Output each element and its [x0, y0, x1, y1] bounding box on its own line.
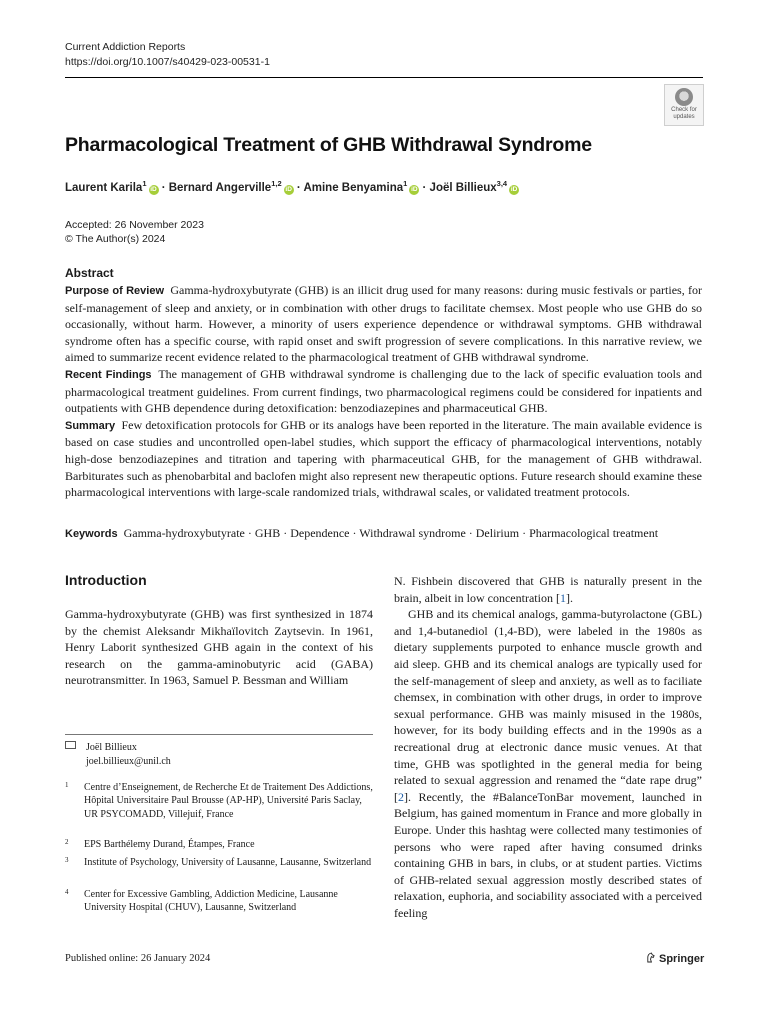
author-name[interactable]: Amine Benyamina — [303, 181, 404, 194]
article-dates — [65, 218, 204, 246]
affiliation-text: Center for Excessive Gambling, Addiction Medicine, Lausanne University Hospital (CHUV), Lausanne, Switzerland — [84, 889, 338, 914]
affiliation-text: Institute of Psychology, University of Lausanne, Lausanne, Switzerland — [84, 857, 372, 868]
intro-paragraph — [394, 573, 702, 606]
affiliation-item — [65, 888, 375, 915]
paragraph-text: GHB and its chemical analogs, gamma-butyrolactone (GBL) and 1,4-butanediol (1,4-BD), were labeled in the 1980s as dietary supplements purpoted to enhance muscle growth and aid sleep. GHB and its chemical analogs are typically used for the self-management of sleep and anxiety, as well as to faciliate chemsex, in combination with other drugs, in order to improve sexual performance. GHB was mainly misused in the 1980s, however, for its body building effects and in the 1990s as a recreational drug at electronic dance music venues. At that time, GHB was spotlighted in the general media for being related to sexual aggression and renamed the “date rape drug” [ — [394, 607, 702, 804]
citation-link[interactable]: 1 — [559, 590, 566, 605]
publisher-name: Springer — [659, 953, 705, 965]
contact-name: Joël Billieux — [86, 742, 137, 753]
right-column-text — [394, 573, 702, 921]
abstract-body — [65, 282, 702, 501]
author-name[interactable]: Laurent Karila — [65, 181, 143, 194]
author-affiliation: 1,2 — [271, 179, 282, 188]
affiliation-item — [65, 781, 375, 821]
author-separator: · — [419, 181, 430, 194]
citation-link[interactable]: 2 — [398, 789, 404, 804]
affiliation-number: 3 — [65, 856, 69, 864]
journal-header — [65, 40, 270, 70]
published-date: Published online: 26 January 2024 — [65, 953, 211, 964]
left-column-text — [65, 606, 373, 689]
header-rule — [65, 77, 703, 78]
footnote-rule — [65, 734, 373, 735]
orcid-icon[interactable]: iD — [411, 185, 418, 193]
orcid-icon[interactable]: iD — [510, 185, 518, 193]
keywords-text: Gamma-hydroxybutyrate · GHB · Dependence · Withdrawal syndrome · Delirium · Pharmacological treatment — [123, 526, 659, 540]
accepted-date: Accepted: 26 November 2023 — [65, 219, 204, 231]
author-affiliation: 1 — [403, 179, 408, 188]
orcid-icon[interactable]: iD — [285, 185, 292, 193]
affiliation-text: Centre d’Enseignement, de Recherche Et de Traitement Des Addictions, Hôpital Universitaire Paul Brousse (AP-HP), Université Paris Saclay, UR PSYCOMADD, Villejuif, France — [84, 782, 373, 820]
abstract-section-label: Purpose of Review — [65, 285, 165, 297]
abstract-section-text: The management of GHB withdrawal syndrome is challenging due to the lack of specific evaluation tools and pharmacological treatment guidelines. From current findings, two pharmacological regimens could be considered for inpatients and outpatients with GHB dependence during detoxification: benzodiazepines and pharmaceutical GHB. — [65, 366, 702, 416]
paragraph-text: ]. — [565, 590, 573, 605]
copyright-line: © The Author(s) 2024 — [65, 233, 166, 245]
author-separator: · — [293, 181, 304, 194]
check-updates-icon — [675, 88, 693, 106]
abstract-section — [65, 282, 702, 366]
publisher-logo — [646, 952, 704, 965]
abstract-section-label: Summary — [65, 419, 116, 432]
affiliation-number: 2 — [65, 838, 69, 846]
abstract-section-text: Few detoxification protocols for GHB or its analogs have been reported in the literature. The main available evidence is based on case studies and uncontrolled open-label studies, which support the efficacy of pharmacological interventions, notably high-dose benzodiazepines and titration and tapering with pharmaceutical GHB, for the management of GHB withdrawal. Barbiturates such as phenobarbital and baclofen might also represent new therapeutic options. Future research should examine these pharmacological interventions with large-scale randomized trials, withdrawal scales, or validated treatment protocols. — [65, 417, 702, 500]
contact-email[interactable]: joel.billieux@unil.ch — [86, 755, 171, 767]
abstract-section — [65, 366, 702, 417]
keywords-label: Keywords — [65, 528, 118, 540]
springer-horse-icon — [646, 952, 655, 963]
intro-paragraph — [394, 606, 702, 921]
paper-title: Pharmacological Treatment of GHB Withdrawal Syndrome — [65, 134, 592, 156]
affiliation-number: 4 — [65, 888, 69, 896]
affiliation-item — [65, 856, 375, 869]
envelope-icon — [65, 741, 76, 749]
abstract-section-text: Gamma-hydroxybutyrate (GHB) is an illicit drug used for many reasons: during music festivals or parties, for self-management of sleep and anxiety, or in combination with other drugs to facilitate chemsex. Most people who use GHB do so occasionally, without harm. However, a minority of users experience dependence or withdrawal symptoms. GHB withdrawal syndrome often has a specific course, with rapid onset and swift progression of severe complications. In this narrative review, we aimed to summarize recent evidence related to the pharmacological treatment of GHB withdrawal syndrome. — [65, 283, 703, 365]
author-list — [65, 179, 519, 195]
affiliation-text: EPS Barthélemy Durand, Étampes, France — [84, 839, 255, 850]
abstract-section — [65, 417, 702, 501]
abstract-section-label: Recent Findings — [65, 368, 152, 381]
check-updates-line-1: Check for — [671, 107, 697, 113]
check-updates-line-2: updates — [673, 113, 695, 120]
keywords-line — [65, 526, 705, 541]
author-affiliation: 3,4 — [496, 179, 508, 188]
paragraph-text: ]. Recently, the #BalanceTonBar movement, launched in Belgium, has gained momentum in France and more globally in Europe. Under this hashtag were collected many testimonies of persons who were raped after having consumed drinks containing GHB in bars, in clubs, or at student parties. Victims of GHB-related sexual aggression mostly described states of relaxation, euphoria, and sociability associated with a perceived feeling — [394, 789, 702, 920]
journal-name: Current Addiction Reports — [65, 41, 186, 53]
author-affiliation: 1 — [142, 179, 147, 188]
intro-paragraph: Gamma-hydroxybutyrate (GHB) was first synthesized in 1874 by the chemist Aleksandr Mikhaïlovitch Zaytsevin. In 1961, Henry Laborit synthesized GHB again in the context of his research on the gamma-aminobutyric acid (GABA) neurotransmitter. In 1963, Samuel P. Bessman and William — [65, 607, 373, 688]
affiliation-number: 1 — [65, 781, 69, 789]
author-separator: · — [158, 181, 169, 194]
abstract-heading: Abstract — [65, 266, 114, 280]
author-name[interactable]: Bernard Angerville — [168, 181, 272, 194]
author-name[interactable]: Joël Billieux — [429, 181, 497, 194]
check-for-updates-badge[interactable] — [664, 84, 704, 126]
introduction-heading: Introduction — [65, 572, 147, 588]
affiliation-item — [65, 838, 375, 851]
orcid-icon[interactable]: iD — [150, 185, 157, 193]
corresponding-author — [65, 741, 171, 768]
doi-link[interactable]: https://doi.org/10.1007/s40429-023-00531-1 — [65, 56, 270, 68]
paragraph-text: N. Fishbein discovered that GHB is naturally present in the brain, albeit in low concentration [ — [394, 574, 702, 605]
